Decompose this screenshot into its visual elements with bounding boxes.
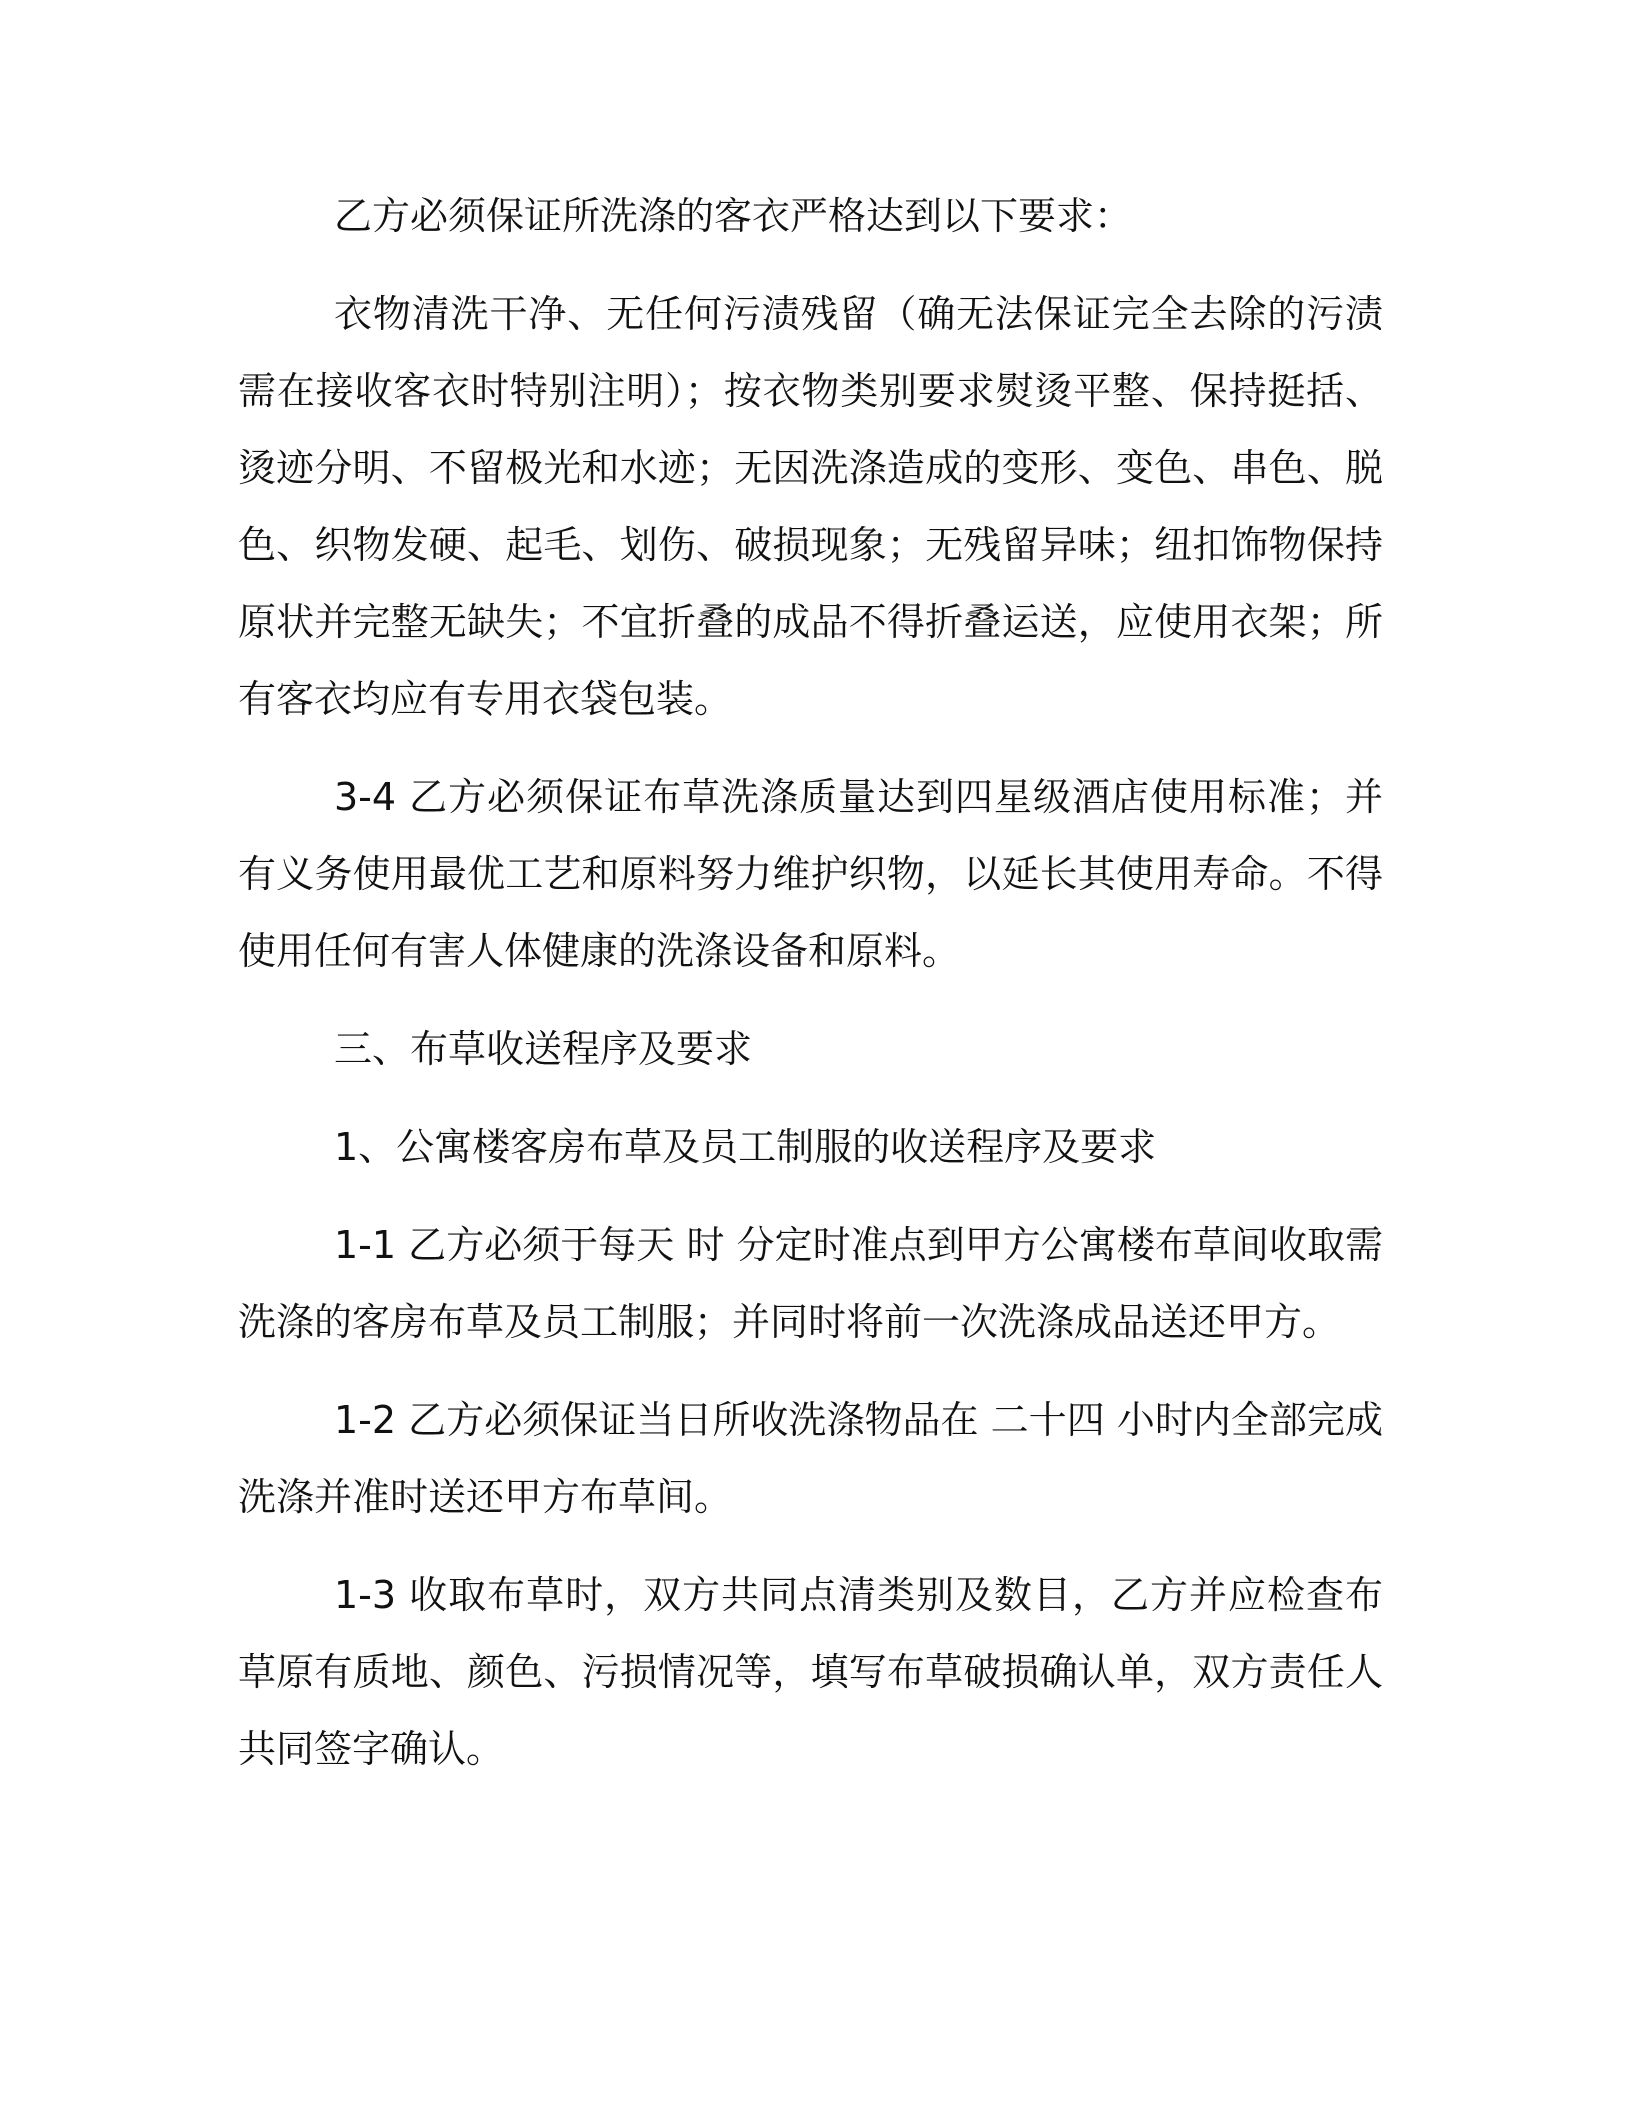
paragraph-clause-1-1: 1-1 乙方必须于每天 时 分定时准点到甲方公寓楼布草间收取需洗涤的客房布草及员工制服；并同时将前一次洗涤成品送还甲方。 xyxy=(238,1223,1383,1344)
paragraph-clause-1-3: 1-3 收取布草时，双方共同点清类别及数目，乙方并应检查布草原有质地、颜色、污损情况等，填写布草破损确认单，双方责任人共同签字确认。 xyxy=(238,1573,1383,1771)
paragraph-clause-1-2: 1-2 乙方必须保证当日所收洗涤物品在 二十四 小时内全部完成洗涤并准时送还甲方布草间。 xyxy=(238,1398,1383,1519)
paragraph-guest-clothes-intro: 乙方必须保证所洗涤的客衣严格达到以下要求： xyxy=(334,194,1133,238)
document-body xyxy=(238,178,1383,1809)
paragraph-guest-clothes-requirements: 衣物清洗干净、无任何污渍残留（确无法保证完全去除的污渍需在接收客衣时特别注明）；按衣物类别要求熨烫平整、保持挺括、烫迹分明、不留极光和水迹；无因洗涤造成的变形、变色、串色、脱色、织物发硬、起毛、划伤、破损现象；无残留异味；纽扣饰物保持原状并完整无缺失；不宜折叠的成品不得折叠运送，应使用衣架；所有客衣均应有专用衣袋包装。 xyxy=(238,292,1383,721)
section-heading-linen-procedure: 三、布草收送程序及要求 xyxy=(334,1027,753,1071)
paragraph-clause-3-4: 3-4 乙方必须保证布草洗涤质量达到四星级酒店使用标准；并有义务使用最优工艺和原料努力维护织物，以延长其使用寿命。不得使用任何有害人体健康的洗涤设备和原料。 xyxy=(238,775,1383,973)
subsection-heading-apartment-linen: 1、公寓楼客房布草及员工制服的收送程序及要求 xyxy=(334,1125,1157,1169)
